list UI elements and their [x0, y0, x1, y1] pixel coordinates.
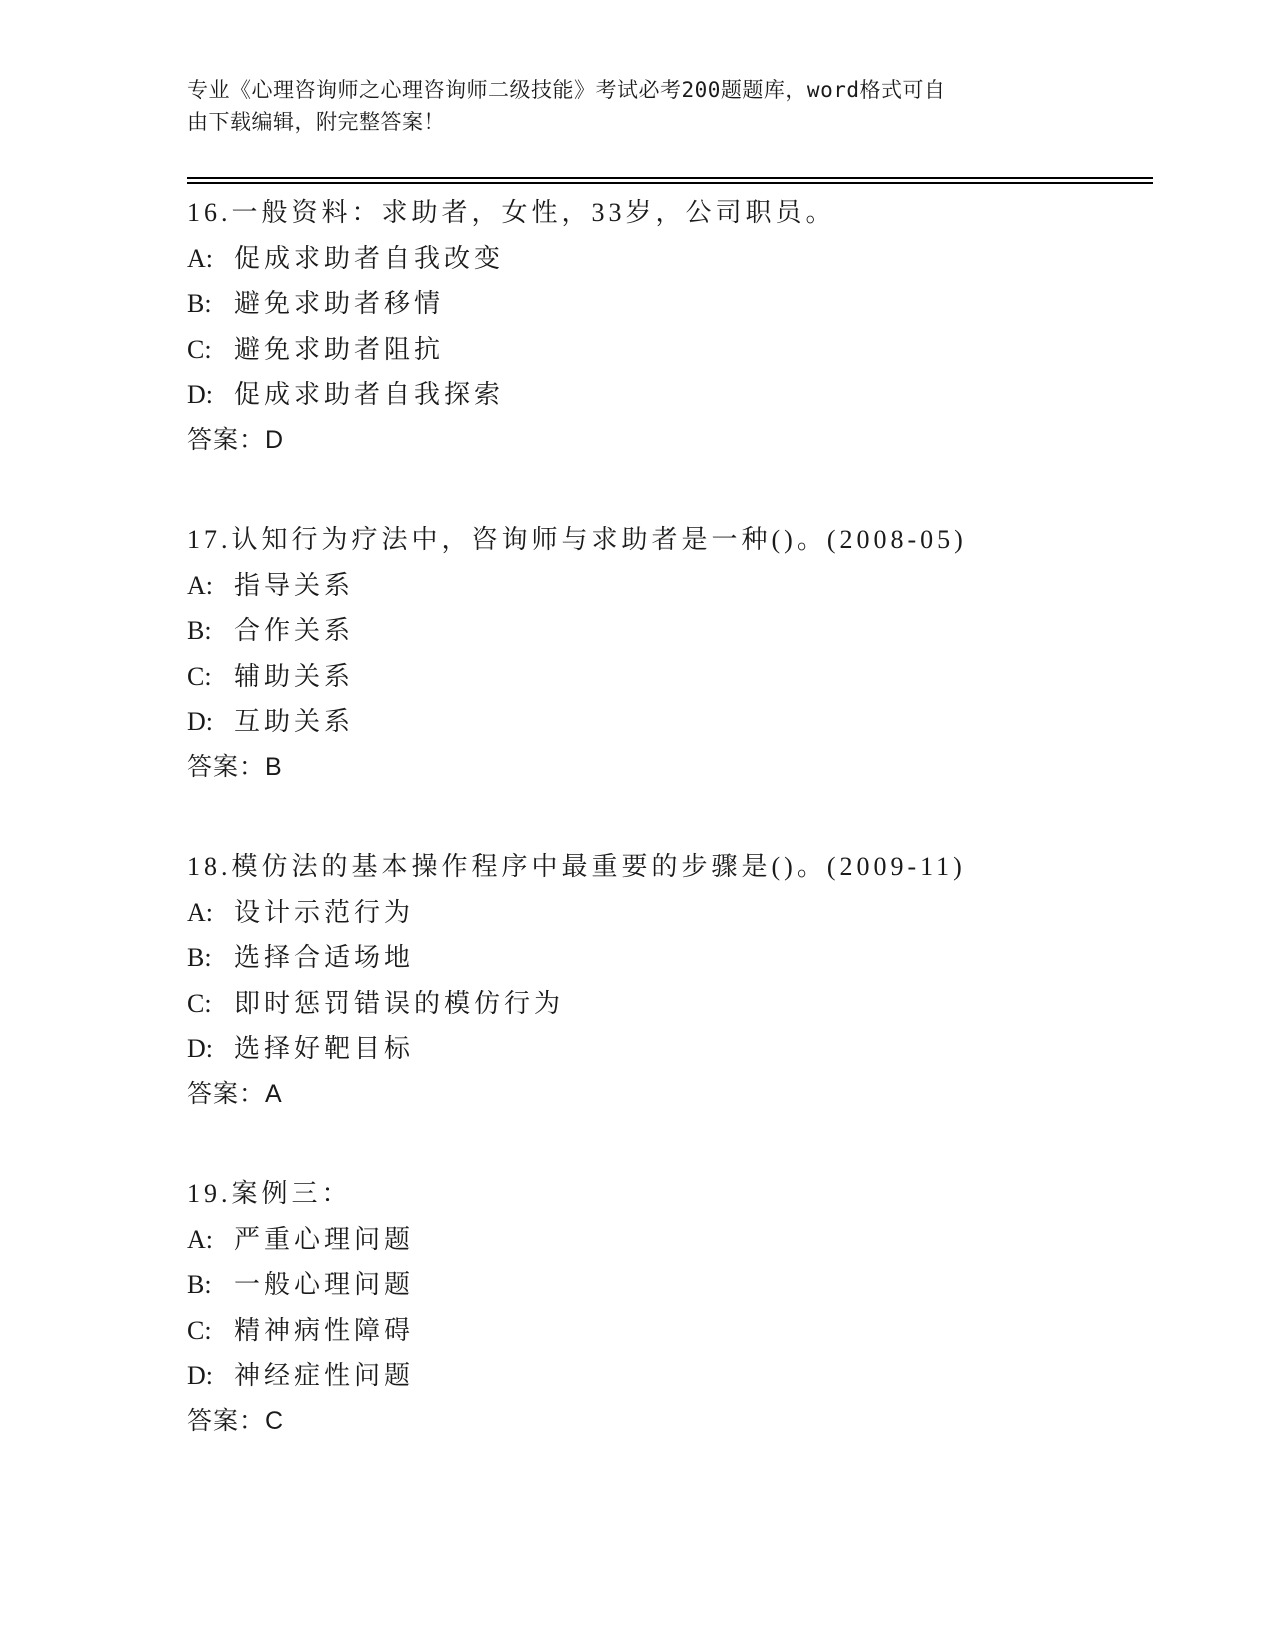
option-b	[187, 608, 1153, 654]
option-d	[187, 1026, 1153, 1072]
option-a	[187, 1217, 1153, 1263]
option-text: 促成求助者自我改变	[234, 243, 505, 273]
option-text: 辅助关系	[234, 661, 355, 691]
option-text: 精神病性障碍	[234, 1315, 415, 1345]
option-label: B:	[187, 616, 212, 645]
answer-line: 答案：C	[187, 1406, 285, 1435]
option-text: 严重心理问题	[234, 1224, 415, 1254]
option-text: 选择好靶目标	[234, 1034, 415, 1063]
question-18	[187, 844, 1153, 1117]
option-c	[187, 981, 1153, 1027]
option-text: 神经症性问题	[234, 1361, 415, 1390]
option-label: A:	[187, 897, 213, 927]
question-list	[187, 190, 1153, 1498]
option-text: 互助关系	[234, 707, 355, 736]
option-text: 指导关系	[234, 570, 355, 600]
option-d	[187, 699, 1153, 745]
option-label: A:	[187, 570, 213, 600]
option-text: 合作关系	[234, 616, 355, 645]
answer-line: 答案：D	[187, 425, 285, 454]
option-label: D:	[187, 380, 213, 409]
option-a	[187, 236, 1153, 282]
option-b	[187, 935, 1153, 981]
option-a	[187, 890, 1153, 936]
option-label: B:	[187, 943, 212, 972]
header-line-1: 专业《心理咨询师之心理咨询师二级技能》考试必考200题题库，word格式可自	[187, 78, 946, 102]
option-text: 避免求助者移情	[234, 289, 445, 318]
question-19	[187, 1171, 1153, 1444]
option-c	[187, 1308, 1153, 1354]
option-text: 设计示范行为	[234, 897, 415, 927]
option-label: D:	[187, 1361, 213, 1390]
option-c	[187, 327, 1153, 373]
option-text: 即时惩罚错误的模仿行为	[234, 988, 565, 1018]
option-b	[187, 281, 1153, 327]
option-text: 一般心理问题	[234, 1270, 415, 1299]
header-divider-bottom	[187, 182, 1153, 184]
option-label: D:	[187, 707, 213, 736]
option-label: C:	[187, 661, 212, 691]
document-header	[187, 74, 1067, 138]
option-label: B:	[187, 1270, 212, 1299]
option-label: A:	[187, 243, 213, 273]
header-line-2: 由下载编辑，附完整答案！	[187, 110, 445, 134]
option-label: C:	[187, 334, 212, 364]
option-text: 选择合适场地	[234, 943, 415, 972]
question-title: 17.认知行为疗法中，咨询师与求助者是一种()。(2008-05)	[187, 525, 967, 554]
answer-line: 答案：A	[187, 1079, 283, 1108]
option-b	[187, 1262, 1153, 1308]
answer-line: 答案：B	[187, 752, 283, 781]
question-title: 19.案例三：	[187, 1179, 352, 1208]
option-c	[187, 654, 1153, 700]
option-label: C:	[187, 1315, 212, 1345]
option-d	[187, 1353, 1153, 1399]
header-divider-top	[187, 177, 1153, 179]
option-label: A:	[187, 1224, 213, 1254]
option-text: 促成求助者自我探索	[234, 380, 505, 409]
option-a	[187, 563, 1153, 609]
option-text: 避免求助者阻抗	[234, 334, 445, 364]
option-label: C:	[187, 988, 212, 1018]
question-16	[187, 190, 1153, 463]
option-label: D:	[187, 1034, 213, 1063]
option-d	[187, 372, 1153, 418]
question-17	[187, 517, 1153, 790]
question-title: 18.模仿法的基本操作程序中最重要的步骤是()。(2009-11)	[187, 852, 966, 881]
option-label: B:	[187, 289, 212, 318]
question-title: 16.一般资料：求助者，女性，33岁，公司职员。	[187, 198, 836, 227]
